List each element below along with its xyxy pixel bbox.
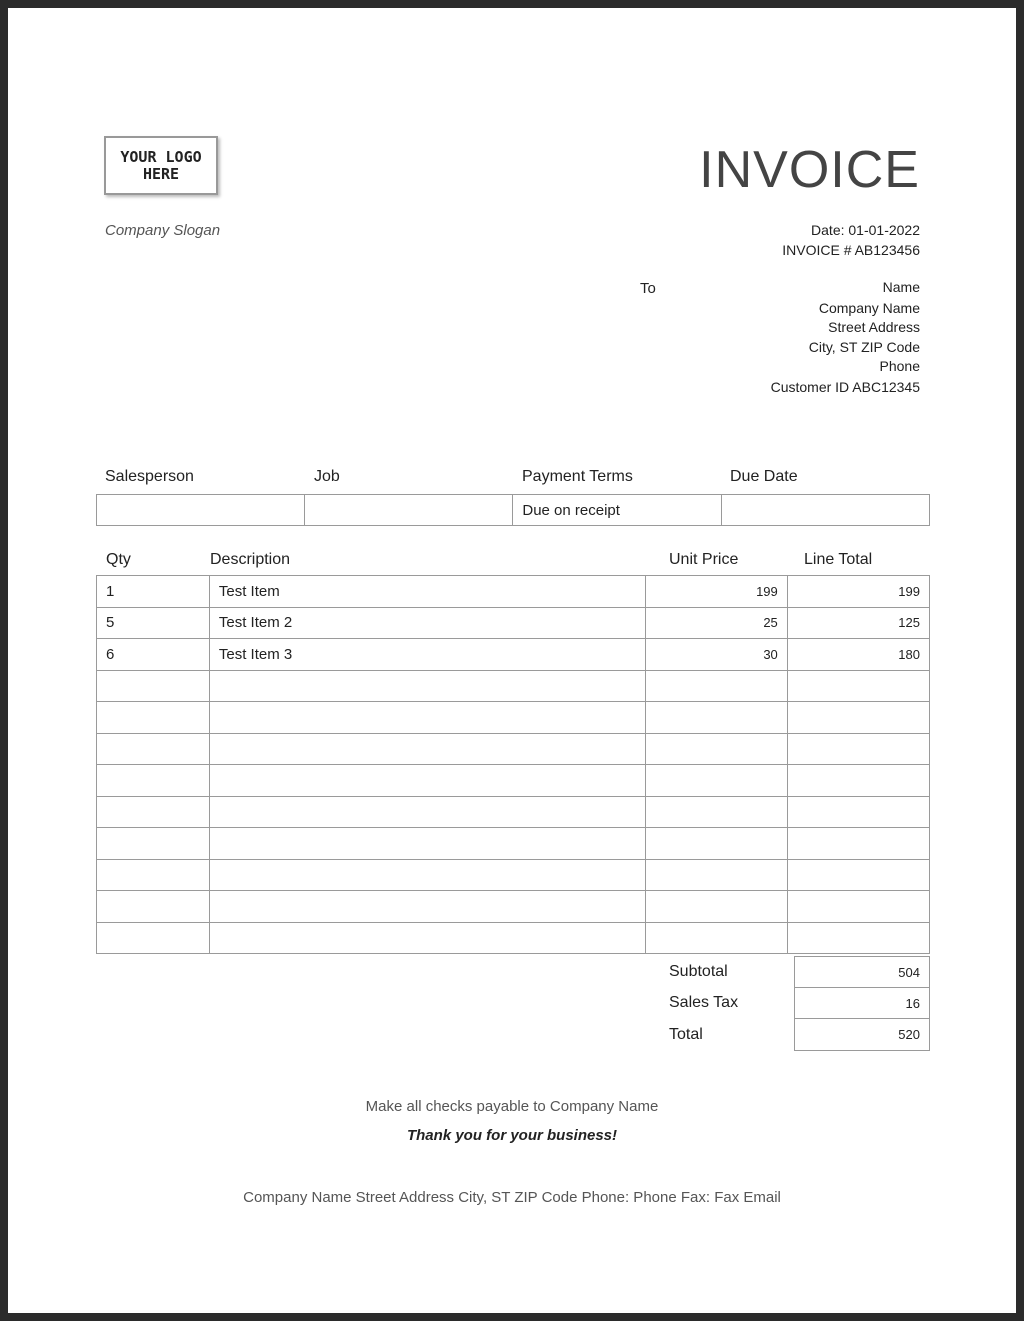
- bill-to-company: Company Name: [818, 300, 920, 316]
- table-row: [97, 576, 930, 608]
- item-line-total-cell: [787, 670, 929, 702]
- description-header: Description: [210, 551, 291, 568]
- payment-terms-cell: Due on receipt: [513, 495, 721, 526]
- table-row: [97, 796, 930, 828]
- item-line-total-cell: [787, 828, 929, 860]
- item-line-total-cell: 199: [787, 576, 929, 608]
- item-qty-cell: [97, 733, 210, 765]
- invoice-number: INVOICE # AB123456: [782, 242, 920, 258]
- subtotal-label: Subtotal: [669, 963, 728, 980]
- logo-line-1: YOUR LOGO: [120, 147, 202, 166]
- item-description-cell: [209, 828, 645, 860]
- line-items-table: [96, 575, 930, 954]
- sales-tax-value: 16: [795, 988, 930, 1019]
- due-date-cell: [721, 495, 929, 526]
- due-date-header: Due Date: [730, 468, 798, 485]
- subtotal-value: 504: [795, 957, 930, 988]
- item-unit-price-cell: [645, 765, 787, 797]
- total-label: Total: [669, 1026, 703, 1043]
- sales-info-table: [96, 494, 930, 526]
- line-total-header: Line Total: [804, 551, 873, 568]
- invoice-title: INVOICE: [699, 141, 920, 199]
- item-line-total-cell: [787, 733, 929, 765]
- item-qty-cell: [97, 828, 210, 860]
- item-line-total-cell: 125: [787, 607, 929, 639]
- item-qty-cell: [97, 670, 210, 702]
- item-line-total-cell: [787, 765, 929, 797]
- bill-to-phone: Phone: [879, 358, 920, 374]
- item-description-cell: Test Item 2: [209, 607, 645, 639]
- job-cell: [305, 495, 513, 526]
- job-header: Job: [314, 468, 340, 485]
- item-line-total-cell: [787, 702, 929, 734]
- bill-to-city: City, ST ZIP Code: [808, 339, 920, 355]
- bill-to-label: To: [640, 280, 656, 297]
- item-description-cell: [209, 670, 645, 702]
- salesperson-header: Salesperson: [105, 468, 194, 485]
- item-line-total-cell: [787, 859, 929, 891]
- table-row: [97, 765, 930, 797]
- item-description-cell: [209, 796, 645, 828]
- table-row: [97, 639, 930, 671]
- item-unit-price-cell: [645, 922, 787, 954]
- item-unit-price-cell: [645, 891, 787, 923]
- item-unit-price-cell: [645, 828, 787, 860]
- bill-to-customer-id: Customer ID ABC12345: [770, 379, 920, 395]
- item-description-cell: [209, 922, 645, 954]
- company-slogan: Company Slogan: [105, 222, 221, 239]
- item-unit-price-cell: 25: [645, 607, 787, 639]
- table-row: [97, 922, 930, 954]
- invoice-date: Date: 01-01-2022: [811, 222, 920, 238]
- item-description-cell: [209, 765, 645, 797]
- table-row: [97, 891, 930, 923]
- table-row: [97, 733, 930, 765]
- item-unit-price-cell: [645, 733, 787, 765]
- item-unit-price-cell: [645, 670, 787, 702]
- item-qty-cell: 1: [97, 576, 210, 608]
- item-qty-cell: [97, 796, 210, 828]
- item-qty-cell: [97, 859, 210, 891]
- item-description-cell: [209, 702, 645, 734]
- table-row: [97, 828, 930, 860]
- item-unit-price-cell: 30: [645, 639, 787, 671]
- table-row: [97, 607, 930, 639]
- table-row: [97, 702, 930, 734]
- company-contact-line: Company Name Street Address City, ST ZIP Code Phone: Phone Fax: Fax Email: [243, 1189, 781, 1206]
- item-description-cell: [209, 733, 645, 765]
- item-line-total-cell: [787, 796, 929, 828]
- invoice-page: [8, 8, 1016, 1313]
- sales-tax-label: Sales Tax: [669, 994, 739, 1011]
- bill-to-name: Name: [882, 279, 920, 295]
- item-qty-cell: [97, 922, 210, 954]
- logo-line-2: HERE: [142, 164, 180, 183]
- item-qty-cell: [97, 702, 210, 734]
- item-description-cell: Test Item: [209, 576, 645, 608]
- item-qty-cell: [97, 765, 210, 797]
- item-qty-cell: 6: [97, 639, 210, 671]
- item-unit-price-cell: [645, 859, 787, 891]
- item-unit-price-cell: [645, 796, 787, 828]
- bill-to-street: Street Address: [828, 319, 920, 335]
- table-row: [97, 670, 930, 702]
- item-description-cell: [209, 859, 645, 891]
- logo-placeholder: [104, 136, 218, 195]
- item-qty-cell: [97, 891, 210, 923]
- item-description-cell: [209, 891, 645, 923]
- item-qty-cell: 5: [97, 607, 210, 639]
- item-description-cell: Test Item 3: [209, 639, 645, 671]
- salesperson-cell: [97, 495, 305, 526]
- table-row: [97, 859, 930, 891]
- qty-header: Qty: [106, 551, 131, 568]
- item-line-total-cell: [787, 922, 929, 954]
- total-value: 520: [795, 1019, 930, 1051]
- unit-price-header: Unit Price: [669, 551, 739, 568]
- item-line-total-cell: 180: [787, 639, 929, 671]
- payment-terms-header: Payment Terms: [522, 468, 633, 485]
- payable-note: Make all checks payable to Company Name: [365, 1098, 659, 1115]
- thank-you-note: Thank you for your business!: [406, 1127, 618, 1144]
- totals-table: [794, 956, 930, 1051]
- item-unit-price-cell: 199: [645, 576, 787, 608]
- item-line-total-cell: [787, 891, 929, 923]
- item-unit-price-cell: [645, 702, 787, 734]
